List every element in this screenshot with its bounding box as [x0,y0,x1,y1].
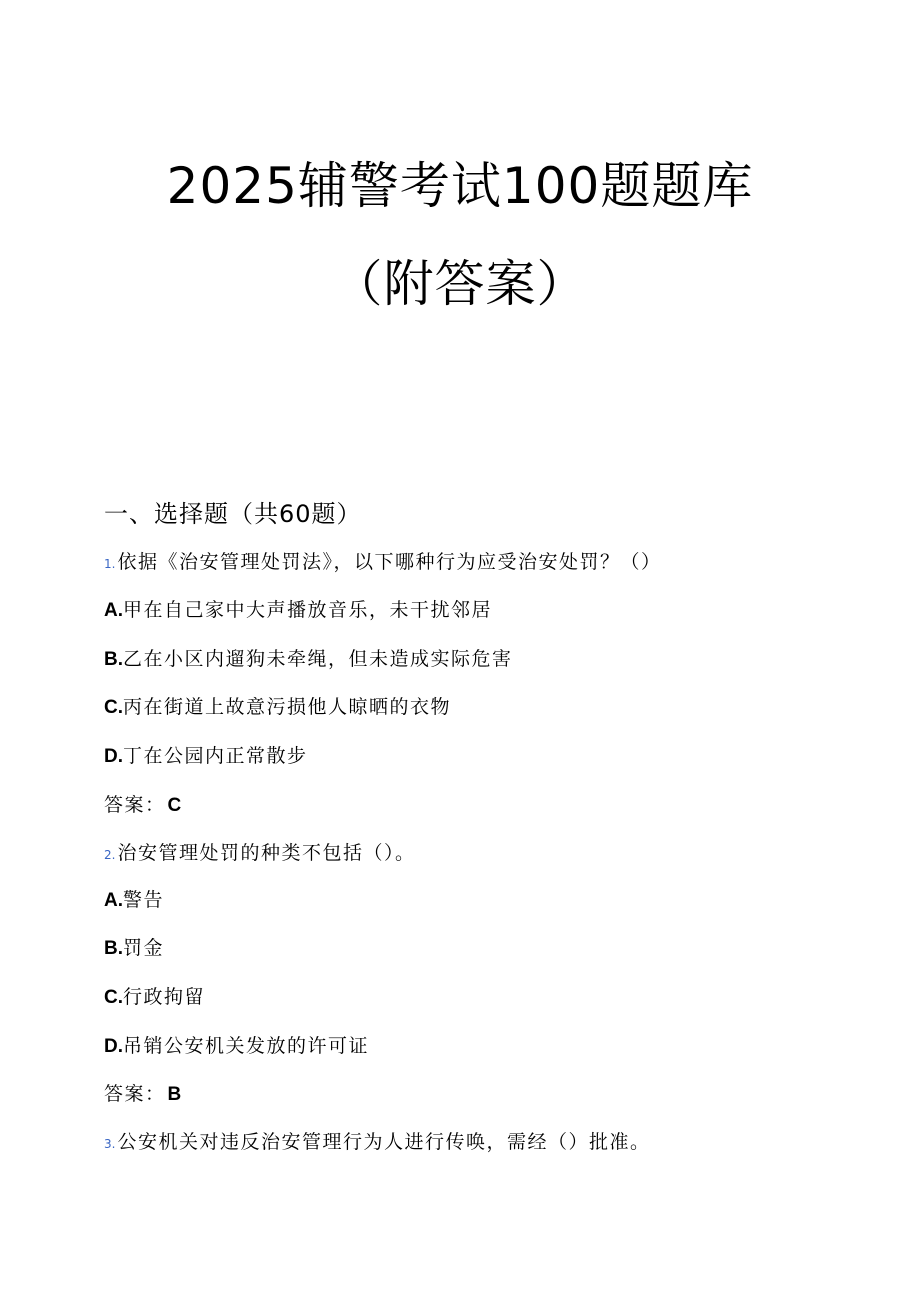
question-number: 2. [104,848,116,862]
document-subtitle: （附答案） [332,255,588,313]
question-text: 依据《治安管理处罚法》，以下哪种行为应受治安处罚？（） [117,551,662,573]
option-text: 行政拘留 [123,986,206,1008]
option-c [104,983,205,1012]
option-text: 乙在小区内遛狗未牵绳，但未造成实际危害 [123,648,513,670]
option-text: 罚金 [123,937,165,959]
question-2 [104,839,415,869]
option-c [104,693,451,722]
option-a [104,596,492,625]
option-letter: C. [104,987,123,1008]
document-title: 2025辅警考试100题题库 [166,157,754,215]
option-letter: A. [104,600,123,621]
answer-line [104,1080,183,1109]
answer-line [104,791,183,820]
option-b [104,934,164,963]
option-text: 甲在自己家中大声播放音乐，未干扰邻居 [123,599,493,621]
option-letter: B. [104,649,123,670]
question-number: 1. [104,557,116,571]
option-letter: A. [104,890,123,911]
option-text: 丁在公园内正常散步 [123,745,308,767]
answer-value: C [167,795,183,816]
option-d [104,1032,369,1061]
answer-label: 答案： [104,794,166,816]
option-a [104,886,164,915]
answer-label: 答案： [104,1083,166,1105]
option-letter: D. [104,746,123,767]
option-text: 丙在街道上故意污损他人晾晒的衣物 [123,696,452,718]
question-3 [104,1128,650,1158]
option-d [104,742,308,771]
question-number: 3. [104,1137,116,1151]
option-text: 吊销公安机关发放的许可证 [123,1035,370,1057]
question-text: 治安管理处罚的种类不包括（）。 [117,842,416,864]
question-text: 公安机关对违反治安管理行为人进行传唤，需经（）批准。 [117,1131,651,1153]
option-letter: D. [104,1036,123,1057]
option-letter: C. [104,697,123,718]
answer-value: B [167,1084,183,1105]
question-1 [104,548,661,578]
option-letter: B. [104,938,123,959]
option-text: 警告 [123,889,165,911]
option-b [104,645,513,674]
section-heading: 一、选择题（共60题） [104,500,362,528]
